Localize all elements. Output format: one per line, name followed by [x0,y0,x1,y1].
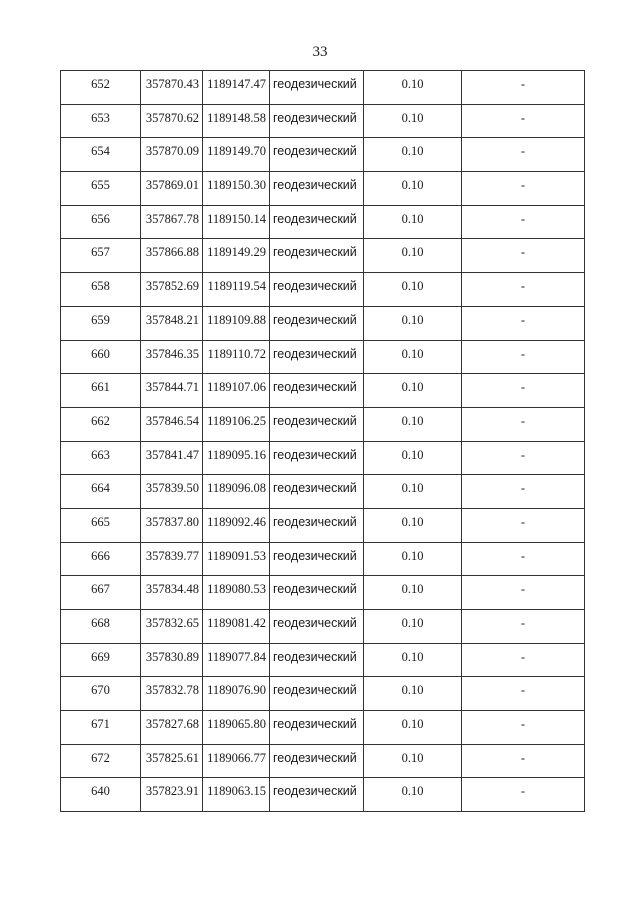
table-row [61,374,585,408]
x-coordinate-cell: 357869.01 [141,172,203,206]
accuracy-cell: 0.10 [364,71,462,105]
method-cell: геодезический [270,172,364,206]
y-coordinate-cell: 1189065.80 [203,711,270,745]
table-row [61,778,585,812]
accuracy-cell: 0.10 [364,643,462,677]
point-number-cell: 654 [61,138,141,172]
x-coordinate-cell: 357839.50 [141,475,203,509]
method-cell: геодезический [270,475,364,509]
x-coordinate-cell: 357839.77 [141,542,203,576]
y-coordinate-cell: 1189147.47 [203,71,270,105]
point-number-cell: 672 [61,744,141,778]
description-cell: - [462,610,585,644]
x-coordinate-cell: 357852.69 [141,273,203,307]
point-number-cell: 659 [61,306,141,340]
table-row [61,340,585,374]
x-coordinate-cell: 357837.80 [141,508,203,542]
accuracy-cell: 0.10 [364,677,462,711]
point-number-cell: 653 [61,104,141,138]
point-number-cell: 664 [61,475,141,509]
table-row [61,239,585,273]
method-cell: геодезический [270,306,364,340]
accuracy-cell: 0.10 [364,475,462,509]
y-coordinate-cell: 1189106.25 [203,407,270,441]
x-coordinate-cell: 357823.91 [141,778,203,812]
description-cell: - [462,172,585,206]
y-coordinate-cell: 1189109.88 [203,306,270,340]
description-cell: - [462,711,585,745]
accuracy-cell: 0.10 [364,374,462,408]
x-coordinate-cell: 357841.47 [141,441,203,475]
method-cell: геодезический [270,239,364,273]
point-number-cell: 662 [61,407,141,441]
y-coordinate-cell: 1189095.16 [203,441,270,475]
table-row [61,273,585,307]
x-coordinate-cell: 357846.54 [141,407,203,441]
accuracy-cell: 0.10 [364,610,462,644]
description-cell: - [462,542,585,576]
coordinates-table [60,70,585,812]
y-coordinate-cell: 1189110.72 [203,340,270,374]
method-cell: геодезический [270,677,364,711]
accuracy-cell: 0.10 [364,508,462,542]
x-coordinate-cell: 357827.68 [141,711,203,745]
point-number-cell: 658 [61,273,141,307]
table-row [61,71,585,105]
point-number-cell: 669 [61,643,141,677]
method-cell: геодезический [270,104,364,138]
accuracy-cell: 0.10 [364,306,462,340]
point-number-cell: 666 [61,542,141,576]
y-coordinate-cell: 1189119.54 [203,273,270,307]
table-row [61,643,585,677]
table-body [61,71,585,812]
method-cell: геодезический [270,542,364,576]
accuracy-cell: 0.10 [364,104,462,138]
y-coordinate-cell: 1189149.70 [203,138,270,172]
x-coordinate-cell: 357825.61 [141,744,203,778]
accuracy-cell: 0.10 [364,576,462,610]
x-coordinate-cell: 357844.71 [141,374,203,408]
table-row [61,677,585,711]
y-coordinate-cell: 1189150.14 [203,205,270,239]
description-cell: - [462,475,585,509]
method-cell: геодезический [270,441,364,475]
table-row [61,172,585,206]
x-coordinate-cell: 357832.65 [141,610,203,644]
method-cell: геодезический [270,778,364,812]
description-cell: - [462,138,585,172]
point-number-cell: 668 [61,610,141,644]
method-cell: геодезический [270,205,364,239]
y-coordinate-cell: 1189081.42 [203,610,270,644]
method-cell: геодезический [270,610,364,644]
description-cell: - [462,306,585,340]
x-coordinate-cell: 357846.35 [141,340,203,374]
x-coordinate-cell: 357830.89 [141,643,203,677]
point-number-cell: 671 [61,711,141,745]
x-coordinate-cell: 357870.62 [141,104,203,138]
description-cell: - [462,677,585,711]
point-number-cell: 663 [61,441,141,475]
point-number-cell: 661 [61,374,141,408]
accuracy-cell: 0.10 [364,205,462,239]
method-cell: геодезический [270,273,364,307]
point-number-cell: 652 [61,71,141,105]
x-coordinate-cell: 357834.48 [141,576,203,610]
table-row [61,576,585,610]
description-cell: - [462,407,585,441]
accuracy-cell: 0.10 [364,138,462,172]
method-cell: геодезический [270,711,364,745]
y-coordinate-cell: 1189150.30 [203,172,270,206]
table-row [61,138,585,172]
x-coordinate-cell: 357848.21 [141,306,203,340]
description-cell: - [462,104,585,138]
x-coordinate-cell: 357867.78 [141,205,203,239]
table-row [61,306,585,340]
description-cell: - [462,239,585,273]
x-coordinate-cell: 357870.43 [141,71,203,105]
point-number-cell: 655 [61,172,141,206]
y-coordinate-cell: 1189149.29 [203,239,270,273]
table-row [61,475,585,509]
point-number-cell: 657 [61,239,141,273]
table-row [61,508,585,542]
x-coordinate-cell: 357866.88 [141,239,203,273]
y-coordinate-cell: 1189107.06 [203,374,270,408]
description-cell: - [462,374,585,408]
y-coordinate-cell: 1189096.08 [203,475,270,509]
point-number-cell: 660 [61,340,141,374]
description-cell: - [462,273,585,307]
method-cell: геодезический [270,576,364,610]
description-cell: - [462,71,585,105]
point-number-cell: 670 [61,677,141,711]
method-cell: геодезический [270,138,364,172]
table-row [61,407,585,441]
x-coordinate-cell: 357832.78 [141,677,203,711]
method-cell: геодезический [270,643,364,677]
y-coordinate-cell: 1189148.58 [203,104,270,138]
method-cell: геодезический [270,744,364,778]
table-row [61,610,585,644]
method-cell: геодезический [270,71,364,105]
description-cell: - [462,778,585,812]
accuracy-cell: 0.10 [364,744,462,778]
y-coordinate-cell: 1189077.84 [203,643,270,677]
point-number-cell: 640 [61,778,141,812]
method-cell: геодезический [270,340,364,374]
accuracy-cell: 0.10 [364,778,462,812]
method-cell: геодезический [270,407,364,441]
y-coordinate-cell: 1189080.53 [203,576,270,610]
description-cell: - [462,508,585,542]
y-coordinate-cell: 1189066.77 [203,744,270,778]
description-cell: - [462,441,585,475]
method-cell: геодезический [270,374,364,408]
table-row [61,441,585,475]
table-row [61,711,585,745]
table-row [61,104,585,138]
accuracy-cell: 0.10 [364,441,462,475]
accuracy-cell: 0.10 [364,239,462,273]
accuracy-cell: 0.10 [364,273,462,307]
accuracy-cell: 0.10 [364,407,462,441]
y-coordinate-cell: 1189092.46 [203,508,270,542]
description-cell: - [462,576,585,610]
accuracy-cell: 0.10 [364,172,462,206]
point-number-cell: 656 [61,205,141,239]
y-coordinate-cell: 1189091.53 [203,542,270,576]
description-cell: - [462,643,585,677]
table-row [61,205,585,239]
description-cell: - [462,340,585,374]
accuracy-cell: 0.10 [364,340,462,374]
description-cell: - [462,744,585,778]
point-number-cell: 667 [61,576,141,610]
accuracy-cell: 0.10 [364,711,462,745]
method-cell: геодезический [270,508,364,542]
y-coordinate-cell: 1189076.90 [203,677,270,711]
page-number: 33 [312,44,328,60]
description-cell: - [462,205,585,239]
x-coordinate-cell: 357870.09 [141,138,203,172]
point-number-cell: 665 [61,508,141,542]
accuracy-cell: 0.10 [364,542,462,576]
table-row [61,744,585,778]
y-coordinate-cell: 1189063.15 [203,778,270,812]
table-row [61,542,585,576]
